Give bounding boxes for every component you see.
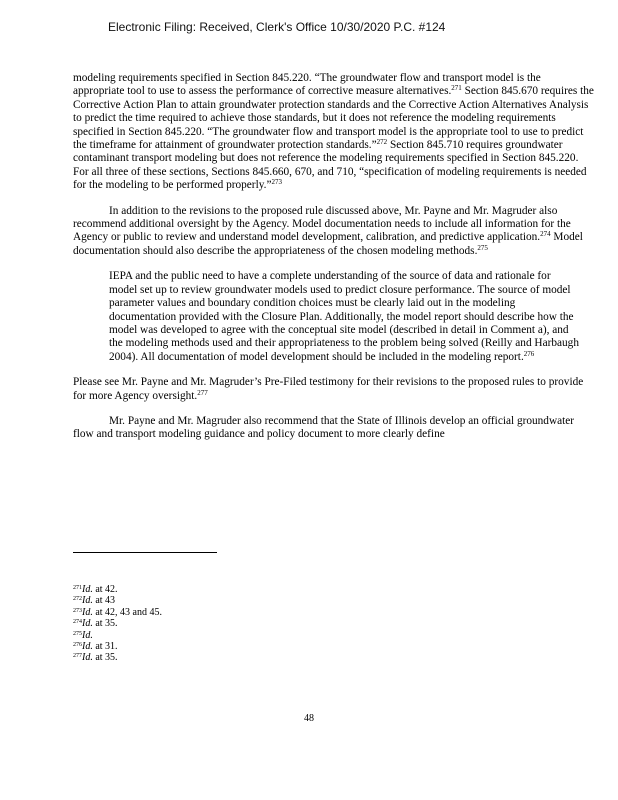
block-quote (109, 270, 579, 364)
footnote-id: Id. (82, 584, 93, 595)
footnote-ref-271: 271 (451, 84, 462, 93)
filing-stamp: Electronic Filing: Received, Clerk's Office 10/30/2020 P.C. #124 (108, 20, 446, 34)
footnote-number: 277 (73, 653, 82, 660)
footnote-number: 276 (73, 642, 82, 649)
footnote-id: Id. (82, 618, 93, 630)
footnote-id: Id. (82, 641, 93, 653)
footnote-ref-272: 272 (376, 138, 388, 147)
footnote-text: at 43 (92, 595, 116, 607)
footnote-number: 275 (73, 630, 82, 637)
footnote-text: at 42, 43 and 45. (92, 606, 162, 618)
page-number: 48 (304, 713, 314, 724)
footnote-id: Id. (82, 629, 93, 641)
footnote-number: 272 (73, 596, 82, 603)
footnote-number: 271 (73, 585, 82, 591)
paragraph-2-text-a: In addition to the revisions to the proposed rule discussed above, Mr. Payne and Mr. Magruder also recommend additional oversight by the Agency. Model documentation needs to include all information for the Agency or public to review and understand model development, calibration, and predictive application. (73, 204, 571, 244)
paragraph-1-text-c: Section 845.710 requires groundwater contaminant transport modeling but does not reference the modeling requirements specified in Section 845.220. For all three of these sections, Sections 845.660, 670, and 710, “specification of modeling requirements is needed for the modeling to be performed properly.” (73, 139, 587, 192)
paragraph-3 (73, 376, 595, 403)
paragraph-2 (73, 205, 595, 259)
footnote-ref-273: 273 (271, 178, 282, 187)
footnote-ref-275: 275 (477, 243, 488, 252)
footnote-number: 273 (73, 607, 82, 614)
footnote-273 (73, 607, 373, 618)
paragraph-1-text-a: modeling requirements specified in Section 845.220. “The groundwater flow and transport model is the appropriate tool to use to assess the performance of corrective measure alternatives. (73, 72, 541, 98)
block-quote-text: IEPA and the public need to have a complete understanding of the source of data and rationale for model set up to review groundwater models used to predict closure performance. The source of model parameter values and boundary condition choices must be clearly laid out in the modeling documentation provided with the Closure Plan. Additionally, the model report should describe how the model was developed to agree with the conceptual site model (described in detail in Comment a), and the modeling methods used and their appropriateness to the problem being solved (Reilly and Harbaugh 2004). All documentation of model development should be included in the modeling report. (109, 270, 579, 363)
footnote-271 (73, 584, 373, 595)
paragraph-1 (73, 72, 595, 193)
footnotes (73, 584, 373, 664)
footnote-id: Id. (82, 595, 93, 607)
footnote-ref-276: 276 (523, 349, 535, 358)
footnote-id: Id. (82, 606, 93, 618)
footnote-text: at 42. (92, 584, 118, 595)
footnote-274 (73, 618, 373, 629)
footnote-ref-274: 274 (540, 230, 551, 239)
paragraph-2-text-b: Model documentation should also describe the appropriateness of the chosen modeling methods. (73, 231, 583, 257)
footnote-text: at 31. (92, 641, 118, 653)
footnote-ref-277: 277 (197, 388, 208, 397)
paragraph-1-text-b: Section 845.670 requires the Corrective Action Plan to attain groundwater protection standards and the Corrective Action Alternatives Analysis to predict the time required to achieve those standards, but it does not reference the modeling requirements specified in Section 845.220. “The groundwater flow and transport model is the appropriate tool to use to predict the timeframe for attainment of groundwater protection standards.” (73, 85, 594, 152)
footnote-272 (73, 595, 373, 606)
paragraph-4-text: Mr. Payne and Mr. Magruder also recommend that the State of Illinois develop an official groundwater flow and transport modeling guidance and policy document to more clearly define (73, 414, 575, 441)
body-text (73, 72, 595, 454)
footnote-separator (73, 552, 217, 553)
footnote-text: at 35. (92, 618, 118, 630)
footnote-text: at 35. (92, 652, 118, 664)
footnote-276 (73, 641, 373, 652)
footnote-number: 274 (73, 619, 82, 626)
footnote-275 (73, 630, 373, 641)
footnote-id: Id. (82, 652, 93, 664)
footnote-277 (73, 652, 373, 663)
paragraph-4 (73, 415, 595, 442)
paragraph-3-text: Please see Mr. Payne and Mr. Magruder’s Pre-Filed testimony for their revisions to the proposed rules to provide for more Agency oversight. (73, 376, 584, 402)
